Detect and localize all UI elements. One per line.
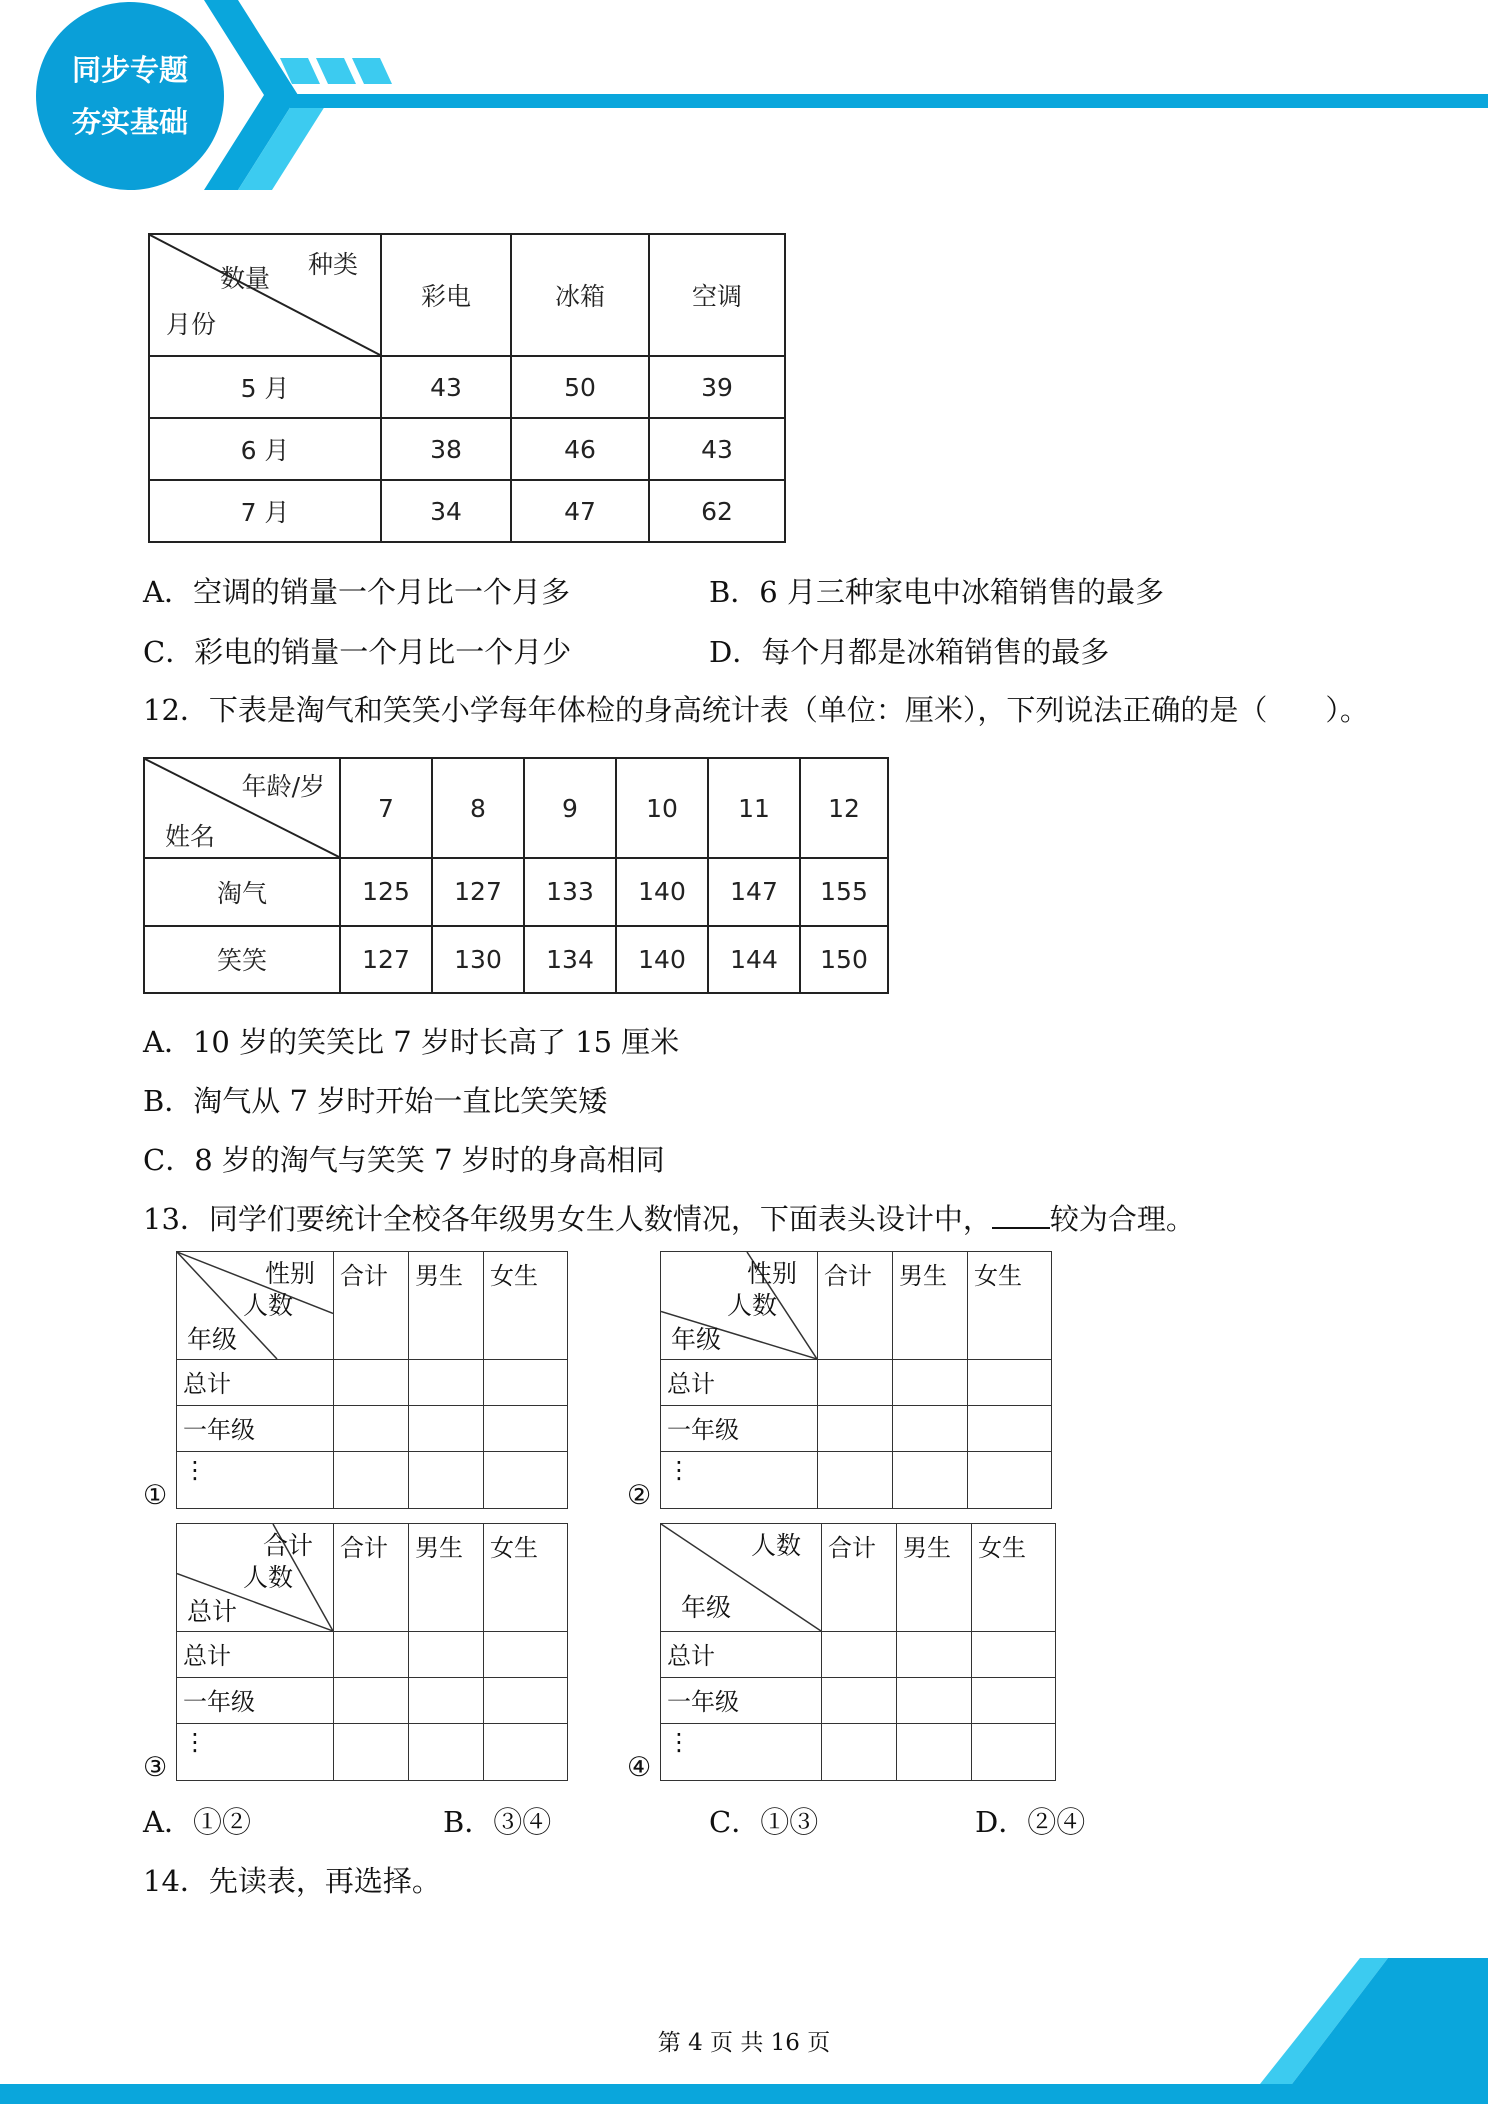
q12-header-name: 姓名 bbox=[165, 822, 216, 851]
q11-option-d[interactable]: D．每个月都是冰箱销售的最多 bbox=[709, 635, 1110, 669]
q13-option-c[interactable]: C．①③ bbox=[709, 1805, 819, 1839]
q13-design-table bbox=[176, 1523, 568, 1781]
design-row-label: 一年级 bbox=[177, 1678, 334, 1724]
design-number: ① bbox=[143, 1480, 168, 1511]
design-diagonal-header bbox=[177, 1524, 334, 1632]
q13-option-b[interactable]: B．③④ bbox=[443, 1805, 552, 1839]
q12-col-age: 12 bbox=[800, 758, 888, 858]
empty-cell bbox=[484, 1632, 568, 1678]
design-header-3: 总计 bbox=[187, 1597, 238, 1626]
q11-sales-table bbox=[148, 233, 786, 543]
empty-cell bbox=[409, 1632, 484, 1678]
empty-cell bbox=[822, 1724, 897, 1781]
design-row-label: ⋮ bbox=[661, 1452, 818, 1509]
design-col-header: 合计 bbox=[822, 1524, 897, 1632]
q13-question-start: 13．同学们要统计全校各年级男女生人数情况，下面表头设计中， bbox=[143, 1202, 992, 1236]
header-bar bbox=[290, 94, 1488, 108]
empty-cell bbox=[818, 1452, 893, 1509]
q12-row-label: 淘气 bbox=[144, 858, 340, 926]
q12-cell: 140 bbox=[616, 858, 708, 926]
q13-design-table bbox=[660, 1251, 1052, 1509]
empty-cell bbox=[409, 1452, 484, 1509]
q11-header-month: 月份 bbox=[166, 310, 217, 339]
design-header-1: 人数 bbox=[750, 1531, 801, 1560]
design-col-header: 男生 bbox=[897, 1524, 972, 1632]
q11-row-label: 7 月 bbox=[149, 480, 381, 542]
q12-col-age: 9 bbox=[524, 758, 616, 858]
q13-question-end: 较为合理。 bbox=[1049, 1202, 1195, 1236]
design-number: ④ bbox=[627, 1752, 652, 1783]
empty-cell bbox=[484, 1724, 568, 1781]
q12-col-age: 10 bbox=[616, 758, 708, 858]
q12-cell: 133 bbox=[524, 858, 616, 926]
q12-cell: 155 bbox=[800, 858, 888, 926]
design-col-header: 男生 bbox=[893, 1252, 968, 1360]
q13-option-d[interactable]: D．②④ bbox=[975, 1805, 1086, 1839]
design-header-2: 人数 bbox=[727, 1291, 778, 1320]
design-number: ③ bbox=[143, 1752, 168, 1783]
q13-question bbox=[143, 1199, 1195, 1239]
q12-question: 12．下表是淘气和笑笑小学每年体检的身高统计表（单位：厘米），下列说法正确的是（ ）。 bbox=[143, 693, 1369, 727]
q11-cell: 46 bbox=[511, 418, 649, 480]
q12-row-label: 笑笑 bbox=[144, 926, 340, 994]
empty-cell bbox=[818, 1360, 893, 1406]
footer-decoration bbox=[1260, 1958, 1488, 2084]
q12-cell: 127 bbox=[340, 926, 432, 994]
empty-cell bbox=[409, 1678, 484, 1724]
empty-cell bbox=[334, 1632, 409, 1678]
design-col-header: 女生 bbox=[972, 1524, 1056, 1632]
table-row bbox=[149, 418, 785, 480]
design-diagonal-header bbox=[661, 1524, 822, 1632]
design-col-header: 男生 bbox=[409, 1524, 484, 1632]
design-header-1: 性别 bbox=[746, 1259, 797, 1288]
q12-option-b[interactable]: B．淘气从 7 岁时开始一直比笑笑矮 bbox=[143, 1084, 608, 1118]
answer-blank[interactable] bbox=[992, 1199, 1050, 1229]
empty-cell bbox=[897, 1632, 972, 1678]
q11-option-c[interactable]: C．彩电的销量一个月比一个月少 bbox=[143, 635, 572, 669]
q11-cell: 34 bbox=[381, 480, 511, 542]
design-header-3: 年级 bbox=[187, 1325, 238, 1354]
q13-design-table bbox=[176, 1251, 568, 1509]
empty-cell bbox=[893, 1406, 968, 1452]
q11-col-tv: 彩电 bbox=[381, 234, 511, 356]
empty-cell bbox=[822, 1678, 897, 1724]
design-col-header: 男生 bbox=[409, 1252, 484, 1360]
design-row-label: ⋮ bbox=[177, 1452, 334, 1509]
badge-line-2: 夯实基础 bbox=[71, 105, 188, 139]
q11-option-b[interactable]: B．6 月三种家电中冰箱销售的最多 bbox=[709, 575, 1164, 609]
design-row-label: 一年级 bbox=[661, 1406, 818, 1452]
empty-cell bbox=[968, 1360, 1052, 1406]
empty-cell bbox=[334, 1678, 409, 1724]
q12-cell: 130 bbox=[432, 926, 524, 994]
q12-cell: 125 bbox=[340, 858, 432, 926]
empty-cell bbox=[409, 1406, 484, 1452]
design-col-header: 女生 bbox=[484, 1524, 568, 1632]
empty-cell bbox=[972, 1678, 1056, 1724]
q11-cell: 62 bbox=[649, 480, 785, 542]
empty-cell bbox=[334, 1724, 409, 1781]
design-row-label: 一年级 bbox=[661, 1678, 822, 1724]
q12-cell: 147 bbox=[708, 858, 800, 926]
empty-cell bbox=[409, 1724, 484, 1781]
empty-cell bbox=[968, 1452, 1052, 1509]
design-row-label: ⋮ bbox=[661, 1724, 822, 1781]
empty-cell bbox=[968, 1406, 1052, 1452]
table-row bbox=[149, 356, 785, 418]
q11-cell: 47 bbox=[511, 480, 649, 542]
q11-cell: 43 bbox=[649, 418, 785, 480]
design-header-1: 合计 bbox=[262, 1531, 313, 1560]
design-header-3: 年级 bbox=[681, 1593, 732, 1622]
design-col-header: 女生 bbox=[968, 1252, 1052, 1360]
q12-cell: 144 bbox=[708, 926, 800, 994]
q13-option-a[interactable]: A．①② bbox=[143, 1805, 251, 1839]
design-row-label: 一年级 bbox=[177, 1406, 334, 1452]
q11-option-a[interactable]: A．空调的销量一个月比一个月多 bbox=[143, 575, 570, 609]
empty-cell bbox=[893, 1452, 968, 1509]
page-number: 第 4 页 共 16 页 bbox=[657, 2030, 831, 2056]
q11-row-label: 6 月 bbox=[149, 418, 381, 480]
table-row bbox=[144, 858, 888, 926]
q11-header-type: 种类 bbox=[307, 250, 358, 279]
design-diagonal-header bbox=[661, 1252, 818, 1360]
q11-cell: 39 bbox=[649, 356, 785, 418]
q14-question: 14．先读表，再选择。 bbox=[143, 1864, 441, 1898]
empty-cell bbox=[484, 1678, 568, 1724]
empty-cell bbox=[334, 1406, 409, 1452]
empty-cell bbox=[484, 1360, 568, 1406]
q12-cell: 134 bbox=[524, 926, 616, 994]
q12-cell: 140 bbox=[616, 926, 708, 994]
design-row-label: 总计 bbox=[661, 1632, 822, 1678]
q12-option-a[interactable]: A．10 岁的笑笑比 7 岁时长高了 15 厘米 bbox=[143, 1025, 680, 1059]
design-number: ② bbox=[627, 1480, 652, 1511]
q12-option-c[interactable]: C．8 岁的淘气与笑笑 7 岁时的身高相同 bbox=[143, 1143, 665, 1177]
empty-cell bbox=[822, 1632, 897, 1678]
q11-cell: 50 bbox=[511, 356, 649, 418]
q13-design-table bbox=[660, 1523, 1056, 1781]
q12-header-age: 年龄/岁 bbox=[241, 772, 325, 801]
q11-diagonal-header bbox=[149, 234, 381, 356]
design-row-label: ⋮ bbox=[177, 1724, 334, 1781]
q12-col-age: 8 bbox=[432, 758, 524, 858]
design-header-1: 性别 bbox=[264, 1259, 315, 1288]
empty-cell bbox=[897, 1678, 972, 1724]
design-header-2: 人数 bbox=[243, 1291, 294, 1320]
design-header-2: 人数 bbox=[243, 1563, 294, 1592]
design-col-header: 合计 bbox=[818, 1252, 893, 1360]
table-row bbox=[144, 926, 888, 994]
q11-col-fridge: 冰箱 bbox=[511, 234, 649, 356]
empty-cell bbox=[484, 1452, 568, 1509]
empty-cell bbox=[818, 1406, 893, 1452]
q12-height-table bbox=[143, 757, 889, 994]
empty-cell bbox=[893, 1360, 968, 1406]
footer-bar bbox=[0, 2084, 1488, 2104]
q12-cell: 150 bbox=[800, 926, 888, 994]
design-diagonal-header bbox=[177, 1252, 334, 1360]
q11-cell: 43 bbox=[381, 356, 511, 418]
q12-cell: 127 bbox=[432, 858, 524, 926]
design-row-label: 总计 bbox=[177, 1632, 334, 1678]
design-header-3: 年级 bbox=[671, 1325, 722, 1354]
empty-cell bbox=[897, 1724, 972, 1781]
empty-cell bbox=[972, 1632, 1056, 1678]
empty-cell bbox=[334, 1360, 409, 1406]
badge-line-1: 同步专题 bbox=[71, 53, 188, 87]
design-col-header: 女生 bbox=[484, 1252, 568, 1360]
table-row bbox=[149, 480, 785, 542]
design-row-label: 总计 bbox=[177, 1360, 334, 1406]
q12-col-age: 11 bbox=[708, 758, 800, 858]
q12-col-age: 7 bbox=[340, 758, 432, 858]
design-col-header: 合计 bbox=[334, 1252, 409, 1360]
q11-header-quantity: 数量 bbox=[220, 264, 271, 293]
design-col-header: 合计 bbox=[334, 1524, 409, 1632]
q12-diagonal-header bbox=[144, 758, 340, 858]
empty-cell bbox=[484, 1406, 568, 1452]
q11-cell: 38 bbox=[381, 418, 511, 480]
design-row-label: 总计 bbox=[661, 1360, 818, 1406]
empty-cell bbox=[409, 1360, 484, 1406]
q11-row-label: 5 月 bbox=[149, 356, 381, 418]
empty-cell bbox=[334, 1452, 409, 1509]
q11-col-ac: 空调 bbox=[649, 234, 785, 356]
empty-cell bbox=[972, 1724, 1056, 1781]
section-badge bbox=[36, 2, 224, 190]
